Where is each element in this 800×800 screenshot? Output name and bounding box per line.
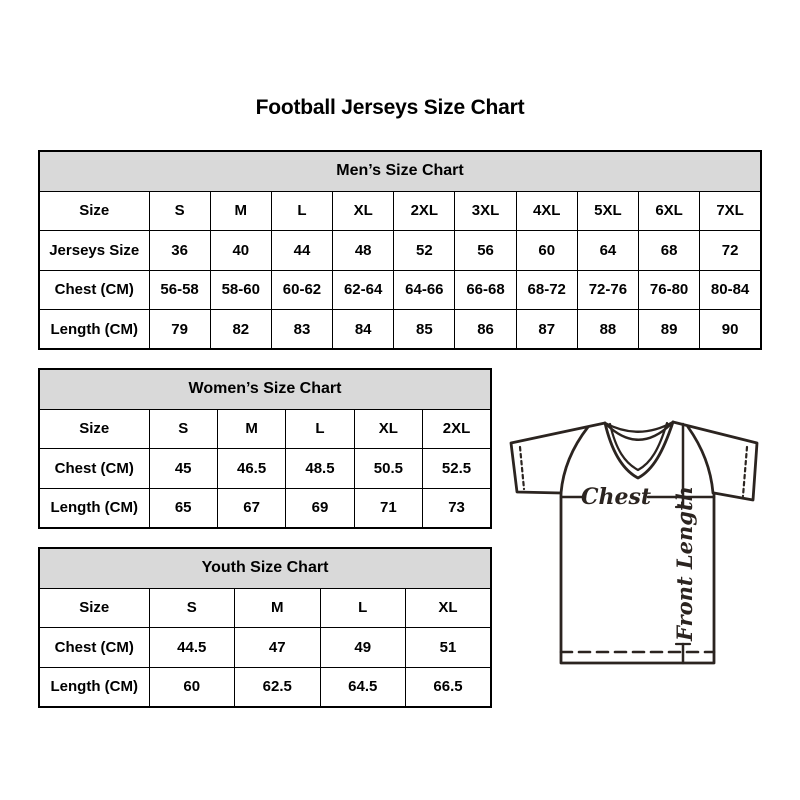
size-cell: L xyxy=(286,409,354,449)
page-title: Football Jerseys Size Chart xyxy=(255,96,525,119)
size-cell: 46.5 xyxy=(217,449,285,489)
size-cell: 4XL xyxy=(516,191,577,231)
size-cell: 72 xyxy=(700,231,761,271)
size-cell: M xyxy=(210,191,271,231)
size-cell: 79 xyxy=(149,310,210,350)
collar-inner-v xyxy=(610,423,667,470)
size-cell: 49 xyxy=(320,628,406,668)
size-cell: 88 xyxy=(577,310,638,350)
size-cell: 44 xyxy=(271,231,332,271)
row-label: Chest (CM) xyxy=(39,628,149,668)
size-cell: 45 xyxy=(149,449,217,489)
size-cell: 76-80 xyxy=(639,270,700,310)
size-cell: 60-62 xyxy=(271,270,332,310)
table-row xyxy=(39,270,761,310)
size-cell: 72-76 xyxy=(577,270,638,310)
size-cell: 85 xyxy=(394,310,455,350)
size-cell: 66-68 xyxy=(455,270,516,310)
front-length-label: Front Length xyxy=(672,486,697,641)
size-cell: 64 xyxy=(577,231,638,271)
left-cuff-dashed-line xyxy=(520,447,524,489)
size-cell: 84 xyxy=(333,310,394,350)
table-row xyxy=(39,409,491,449)
size-cell: S xyxy=(149,588,235,628)
size-cell: 40 xyxy=(210,231,271,271)
table-header-band xyxy=(39,151,761,191)
table-row xyxy=(39,191,761,231)
jersey-sketch xyxy=(511,422,757,663)
size-cell: 86 xyxy=(455,310,516,350)
row-label: Length (CM) xyxy=(39,488,149,528)
table-row xyxy=(39,231,761,271)
size-cell: 64.5 xyxy=(320,667,406,707)
size-cell: 47 xyxy=(235,628,321,668)
size-cell: 52.5 xyxy=(423,449,491,489)
size-cell: 64-66 xyxy=(394,270,455,310)
size-cell: 68 xyxy=(639,231,700,271)
row-label: Length (CM) xyxy=(39,310,149,350)
right-armhole-seam xyxy=(688,427,713,493)
table-row xyxy=(39,449,491,489)
row-label: Length (CM) xyxy=(39,667,149,707)
size-cell: 2XL xyxy=(394,191,455,231)
size-cell: L xyxy=(271,191,332,231)
row-label: Jerseys Size xyxy=(39,231,149,271)
jersey-outline-path xyxy=(511,422,757,663)
chest-label: Chest xyxy=(580,484,652,510)
size-cell: 48.5 xyxy=(286,449,354,489)
table-title: Youth Size Chart xyxy=(39,548,491,588)
size-cell: 90 xyxy=(700,310,761,350)
jersey-diagram xyxy=(504,400,776,685)
mens-size-table xyxy=(38,150,762,350)
size-cell: 60 xyxy=(149,667,235,707)
size-cell: XL xyxy=(354,409,422,449)
size-cell: 52 xyxy=(394,231,455,271)
womens-size-table xyxy=(38,368,492,529)
table-row xyxy=(39,588,491,628)
size-cell: 71 xyxy=(354,488,422,528)
row-label: Size xyxy=(39,409,149,449)
size-cell: 69 xyxy=(286,488,354,528)
table-title: Men’s Size Chart xyxy=(39,151,761,191)
size-cell: 58-60 xyxy=(210,270,271,310)
size-cell: 3XL xyxy=(455,191,516,231)
size-cell: 50.5 xyxy=(354,449,422,489)
youth-size-table xyxy=(38,547,492,708)
size-cell: 51 xyxy=(406,628,492,668)
table-header-band xyxy=(39,548,491,588)
size-cell: 65 xyxy=(149,488,217,528)
table-row xyxy=(39,628,491,668)
size-cell: 62.5 xyxy=(235,667,321,707)
size-cell: S xyxy=(149,191,210,231)
size-cell: XL xyxy=(333,191,394,231)
size-cell: 66.5 xyxy=(406,667,492,707)
row-label: Chest (CM) xyxy=(39,449,149,489)
size-cell: S xyxy=(149,409,217,449)
size-cell: 5XL xyxy=(577,191,638,231)
size-cell: 82 xyxy=(210,310,271,350)
size-cell: 67 xyxy=(217,488,285,528)
size-cell: 56-58 xyxy=(149,270,210,310)
row-label: Chest (CM) xyxy=(39,270,149,310)
size-cell: 60 xyxy=(516,231,577,271)
size-cell: 6XL xyxy=(639,191,700,231)
size-cell: XL xyxy=(406,588,492,628)
size-cell: 68-72 xyxy=(516,270,577,310)
size-cell: M xyxy=(235,588,321,628)
size-cell: 83 xyxy=(271,310,332,350)
right-cuff-dashed-line xyxy=(743,447,747,496)
row-label: Size xyxy=(39,191,149,231)
size-cell: 48 xyxy=(333,231,394,271)
size-cell: 36 xyxy=(149,231,210,271)
row-label: Size xyxy=(39,588,149,628)
size-cell: 56 xyxy=(455,231,516,271)
table-header-band xyxy=(39,369,491,409)
table-row xyxy=(39,488,491,528)
size-cell: 44.5 xyxy=(149,628,235,668)
size-cell: L xyxy=(320,588,406,628)
table-row xyxy=(39,310,761,350)
table-row xyxy=(39,667,491,707)
size-cell: 7XL xyxy=(700,191,761,231)
table-title: Women’s Size Chart xyxy=(39,369,491,409)
size-cell: 2XL xyxy=(423,409,491,449)
size-cell: 73 xyxy=(423,488,491,528)
size-cell: 80-84 xyxy=(700,270,761,310)
size-cell: 62-64 xyxy=(333,270,394,310)
size-cell: M xyxy=(217,409,285,449)
size-cell: 87 xyxy=(516,310,577,350)
size-cell: 89 xyxy=(639,310,700,350)
